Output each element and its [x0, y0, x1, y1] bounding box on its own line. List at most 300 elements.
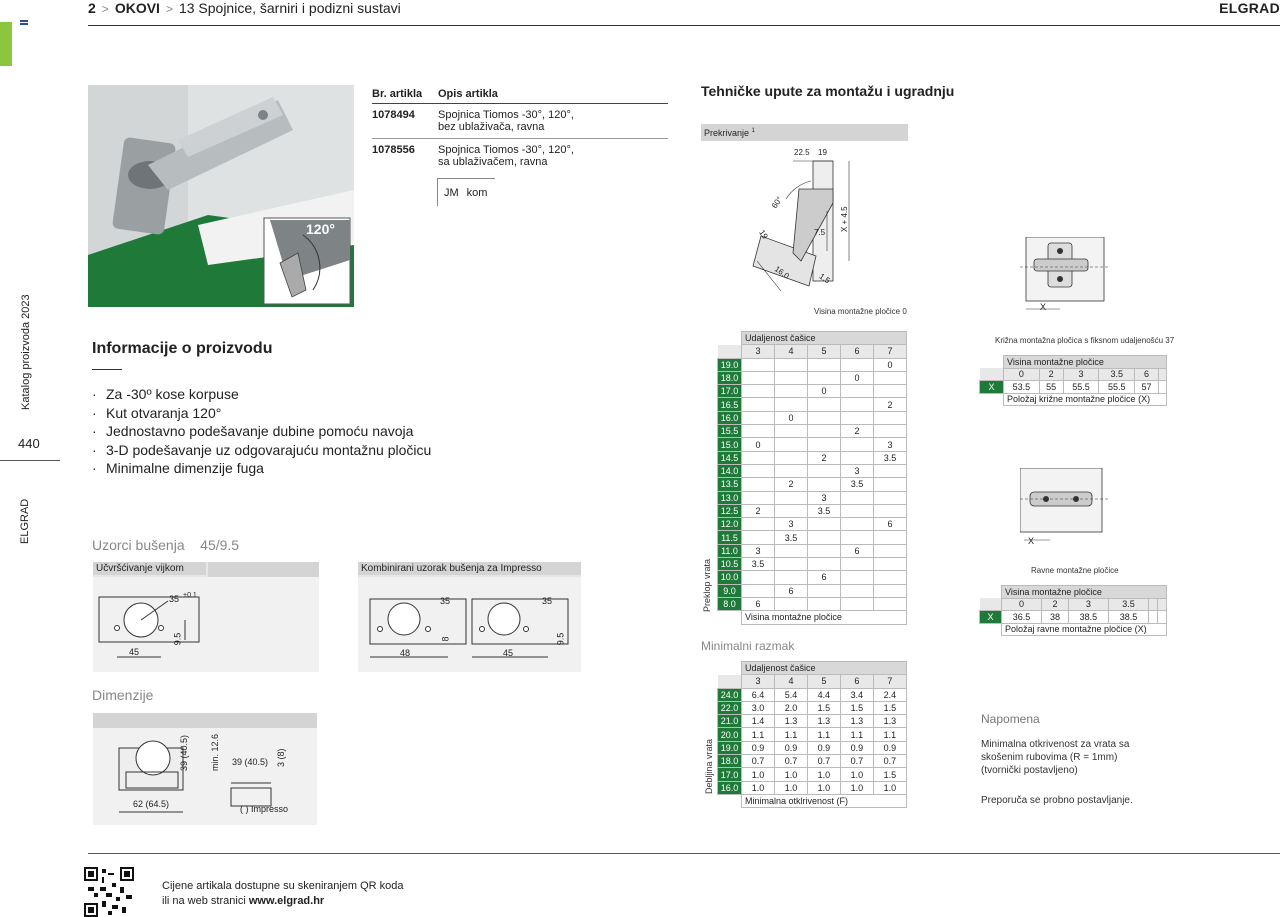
- table-corner: [718, 345, 742, 358]
- dim-x-plus: X + 4.5: [840, 206, 849, 232]
- table-cell: [742, 518, 775, 531]
- unit-value: kom: [466, 187, 488, 199]
- dim-7-5: 7.5: [814, 228, 826, 237]
- table-cell: 6: [742, 597, 775, 610]
- row-key: 16.0: [718, 411, 742, 424]
- table-cell: 1.5: [807, 701, 840, 714]
- footer-line: ili na web stranici: [162, 895, 249, 907]
- col-header: 7: [873, 675, 906, 688]
- col-header: 7: [873, 345, 906, 358]
- overlap-diagram: [701, 124, 908, 322]
- note-recommendation: Preporuča se probno postavljanje.: [981, 795, 1133, 806]
- row-key: 21.0: [718, 715, 742, 728]
- divider: [0, 460, 60, 461]
- table-cell: 53.5: [1004, 381, 1040, 394]
- table-cell: [873, 385, 906, 398]
- overlap-label: Prekrivanje: [704, 128, 750, 138]
- page-number: 440: [18, 436, 40, 451]
- note-text: [981, 738, 1129, 777]
- table-corner: [718, 332, 742, 345]
- dim-35: 35: [542, 596, 553, 606]
- table-cell: [774, 491, 807, 504]
- row-key: 8.0: [718, 597, 742, 610]
- table-cell: [742, 358, 775, 371]
- row-key: X: [980, 611, 1002, 624]
- table-cell: [774, 504, 807, 517]
- table-row: [718, 571, 907, 584]
- table-cell: 0.7: [742, 755, 775, 768]
- dim-16: 16.0: [772, 264, 791, 281]
- dim-60deg: 60°: [769, 194, 785, 211]
- table-cell: [807, 464, 840, 477]
- table-corner: [718, 611, 742, 624]
- col-header: 4: [774, 345, 807, 358]
- table-cell: [742, 385, 775, 398]
- table-row: [718, 385, 907, 398]
- section-color-tab: [0, 22, 12, 66]
- dim-19-b: 19: [757, 228, 770, 241]
- table-cell: 3.5: [873, 451, 906, 464]
- table-cell: 1.1: [774, 728, 807, 741]
- table-cell: 1.1: [807, 728, 840, 741]
- footer-line: Cijene artikala dostupne su skeniranjem QR koda: [162, 880, 404, 892]
- table-cell: [807, 531, 840, 544]
- row-key: 11.5: [718, 531, 742, 544]
- table-cell: 0.9: [873, 741, 906, 754]
- table-cell: 1.4: [742, 715, 775, 728]
- col-header: 6: [840, 675, 873, 688]
- row-key: 17.0: [718, 385, 742, 398]
- table-corner: [718, 662, 742, 675]
- row-key: 19.0: [718, 741, 742, 754]
- dim-width: 62 (64.5): [133, 799, 170, 809]
- row-key: 18.0: [718, 371, 742, 384]
- table-cell: 3.5: [774, 531, 807, 544]
- table-row: [718, 358, 907, 371]
- row-key: 19.0: [718, 358, 742, 371]
- table-cell: [774, 571, 807, 584]
- table-cell: 3: [774, 518, 807, 531]
- panel-label: Učvršćivanje vijkom: [93, 562, 206, 575]
- table-cell: 3: [742, 544, 775, 557]
- menu-icon[interactable]: [20, 20, 28, 26]
- unit-label: JM: [444, 187, 459, 199]
- panel-label: [701, 124, 908, 141]
- divider: [92, 369, 122, 370]
- table-cell: 0.7: [807, 755, 840, 768]
- table-cell: [742, 464, 775, 477]
- table-cell: 1.0: [807, 768, 840, 781]
- row-key: 13.5: [718, 478, 742, 491]
- table-cell: 3: [873, 438, 906, 451]
- table-header: Visina montažne pločice: [1002, 586, 1167, 599]
- breadcrumb-chapter-number[interactable]: 2: [88, 0, 96, 16]
- x-label: X: [1028, 536, 1035, 546]
- table-row: [718, 701, 907, 714]
- drilling-panel-screw: [93, 562, 319, 672]
- table-row: [718, 411, 907, 424]
- drilling-panel-impresso: [358, 562, 581, 672]
- table-row: [718, 558, 907, 571]
- breadcrumb: [88, 0, 401, 16]
- drilling-title: [92, 537, 239, 553]
- table-row[interactable]: [372, 139, 668, 173]
- table-cell: [840, 584, 873, 597]
- panel-label: Kombinirani uzorak bušenja za Impresso: [358, 562, 581, 575]
- list-item: · Minimalne dimenzije fuga: [92, 459, 431, 478]
- table-cell: [840, 531, 873, 544]
- cross-plate-drawing: [1020, 237, 1110, 317]
- table-cell: [742, 491, 775, 504]
- table-cell: [807, 411, 840, 424]
- col-header: 6: [1135, 368, 1159, 381]
- table-cell: 1.0: [742, 781, 775, 794]
- table-row[interactable]: [372, 104, 668, 139]
- note-line: (tvornički postavljeno): [981, 765, 1078, 776]
- dimensions-title: Dimenzije: [92, 687, 154, 703]
- table-cell: 1.5: [873, 701, 906, 714]
- table-cell: [774, 398, 807, 411]
- table-cell: 0: [807, 385, 840, 398]
- catalog-label: Katalog proizvoda 2023: [20, 294, 32, 410]
- impresso-note: ( ) Impresso: [240, 804, 289, 814]
- table-header: Udaljenost čašice: [742, 662, 907, 675]
- row-key: 14.0: [718, 464, 742, 477]
- table-cell: [807, 358, 840, 371]
- list-item: · 3-D podešavanje uz odgovarajuću montažnu pločicu: [92, 441, 431, 460]
- plate-caption: Ravne montažne pločice: [1031, 566, 1119, 575]
- note-line: Minimalna otkrivenost za vrata sa: [981, 739, 1130, 750]
- table-cell: [840, 451, 873, 464]
- col-header: 0: [1002, 598, 1042, 611]
- table-cell: [774, 558, 807, 571]
- table-cell: [840, 411, 873, 424]
- table-cell: [840, 438, 873, 451]
- article-desc-line: sa ublaživačem, ravna: [438, 156, 548, 168]
- dim-min: min. 12.6: [210, 733, 220, 771]
- table-cell: [873, 571, 906, 584]
- row-key: 10.0: [718, 571, 742, 584]
- table-cell: [807, 478, 840, 491]
- plate-caption: Križna montažna pločica s fiksnom udaljenošću 37: [995, 336, 1175, 345]
- footer-text: [162, 879, 404, 909]
- table-cell: 1.1: [840, 728, 873, 741]
- table-cell: 36.5: [1002, 611, 1042, 624]
- table-cell: [807, 584, 840, 597]
- table-cell: 2: [840, 425, 873, 438]
- table-cell: 1.0: [774, 768, 807, 781]
- table-cell: 0: [774, 411, 807, 424]
- table-cell: 0.7: [774, 755, 807, 768]
- table-cell: 0: [742, 438, 775, 451]
- row-key: 16.0: [718, 781, 742, 794]
- table-cell: [742, 478, 775, 491]
- dim-19: 19: [818, 148, 827, 157]
- table-cell: 55: [1039, 381, 1063, 394]
- row-key: 22.0: [718, 701, 742, 714]
- article-table-header: [372, 88, 668, 104]
- table-cell: 0.7: [840, 755, 873, 768]
- breadcrumb-chapter[interactable]: OKOVI: [114, 0, 160, 16]
- table-cell: [840, 558, 873, 571]
- table-cell: 2.4: [873, 688, 906, 701]
- row-key: 16.5: [718, 398, 742, 411]
- table-cell: 1.5: [873, 768, 906, 781]
- table-cell: 6: [774, 584, 807, 597]
- opening-angle-label: 120°: [306, 221, 335, 237]
- article-code: 1078556: [372, 144, 415, 156]
- table-cell: [873, 464, 906, 477]
- table-row: [718, 451, 907, 464]
- table-cell: 0.7: [873, 755, 906, 768]
- chevron-right-icon: >: [101, 2, 109, 16]
- table-cell: [807, 425, 840, 438]
- dim-tolerance: +0.1: [183, 592, 197, 599]
- table-footer: Položaj križne montažne pločice (X): [1004, 393, 1167, 406]
- row-key: 20.0: [718, 728, 742, 741]
- note-line: skošenim rubovima (R = 1mm): [981, 752, 1118, 763]
- feature-list: [92, 385, 431, 478]
- table-cell: 0: [840, 371, 873, 384]
- dim-9-5: 9.5: [555, 632, 566, 646]
- article-desc-line: Spojnica Tiomos -30°, 120°,: [438, 109, 574, 121]
- col-header: 2: [1042, 598, 1069, 611]
- table-row: [718, 425, 907, 438]
- table-cell: [807, 558, 840, 571]
- article-desc-line: Spojnica Tiomos -30°, 120°,: [438, 144, 574, 156]
- table-cell: 0.9: [807, 741, 840, 754]
- table-row: [718, 755, 907, 768]
- table-cell: 6: [840, 544, 873, 557]
- table-cell: [873, 504, 906, 517]
- footer-divider: [88, 853, 1280, 854]
- table-cell: [742, 531, 775, 544]
- info-title: Informacije o proizvodu: [92, 340, 273, 357]
- col-header: 3: [742, 345, 775, 358]
- row-key: 10.5: [718, 558, 742, 571]
- row-key: X: [980, 381, 1004, 394]
- table-corner: [718, 675, 742, 688]
- col-header: 2: [1039, 368, 1063, 381]
- table-cell: [873, 531, 906, 544]
- table-row: [718, 584, 907, 597]
- dim-9-5: 9.5: [172, 632, 183, 646]
- dim-height: 39 (40.5): [179, 734, 189, 771]
- table-row: [718, 597, 907, 610]
- table-cell: 55.5: [1099, 381, 1135, 394]
- table-row: [718, 371, 907, 384]
- table-cell: [840, 398, 873, 411]
- table-row: [718, 531, 907, 544]
- rail-brand: ELGRAD: [19, 498, 31, 544]
- col-header: 3: [1068, 598, 1108, 611]
- table-header: Udaljenost čašice: [742, 332, 907, 345]
- col-header: 5: [807, 345, 840, 358]
- list-item: · Kut otvaranja 120°: [92, 404, 431, 423]
- product-photo: [88, 85, 354, 307]
- min-gap-table: [717, 661, 907, 808]
- table-footer: Minimalna otklrivenost (F): [742, 794, 907, 807]
- table-cell: 1.3: [840, 715, 873, 728]
- table-cell: [840, 358, 873, 371]
- col-header: 6: [840, 345, 873, 358]
- col-article-no: Br. artikla: [372, 88, 423, 100]
- breadcrumb-section[interactable]: 13 Spojnice, šarniri i podizni sustavi: [178, 0, 401, 16]
- table-cell: [873, 371, 906, 384]
- table-row: [718, 781, 907, 794]
- table-row: [718, 715, 907, 728]
- row-key: 15.5: [718, 425, 742, 438]
- dimensions-panel: [93, 713, 317, 825]
- table-cell: [774, 451, 807, 464]
- table-cell: [742, 398, 775, 411]
- table-cell: [774, 438, 807, 451]
- list-item: · Jednostavno podešavanje dubine pomoću navoja: [92, 422, 431, 441]
- row-key: 24.0: [718, 688, 742, 701]
- table-cell: [774, 385, 807, 398]
- cross-plate-table: [979, 355, 1167, 406]
- table-cell: 1.3: [873, 715, 906, 728]
- table-cell: 55.5: [1063, 381, 1099, 394]
- table-cell: 1.0: [873, 781, 906, 794]
- table-row: [718, 478, 907, 491]
- min-gap-title: Minimalni razmak: [701, 639, 795, 653]
- table-cell: [774, 544, 807, 557]
- dim-45: 45: [129, 647, 140, 657]
- page-header: [88, 0, 1280, 26]
- row-key: 14.5: [718, 451, 742, 464]
- row-key: 17.0: [718, 768, 742, 781]
- table-cell: 1.1: [873, 728, 906, 741]
- dim-depth: 3 (8): [276, 748, 286, 767]
- table-cell: [774, 371, 807, 384]
- table-cell: [873, 425, 906, 438]
- table-row: [718, 544, 907, 557]
- table-cell: 3.4: [840, 688, 873, 701]
- table-cell: 1.0: [807, 781, 840, 794]
- table-cell: 0: [873, 358, 906, 371]
- table-cell: [873, 597, 906, 610]
- table-footer: Visina montažne pločice: [742, 611, 907, 624]
- table-cell: [774, 425, 807, 438]
- table-cell: [840, 504, 873, 517]
- table-cell: 38.5: [1068, 611, 1108, 624]
- table-row: [718, 741, 907, 754]
- dim-48: 48: [400, 648, 411, 658]
- table-cell: [742, 451, 775, 464]
- article-table: [372, 88, 668, 173]
- table-corner: [718, 794, 742, 807]
- table-footer: Položaj ravne montažne pločice (X): [1002, 623, 1167, 636]
- table-cell: 3: [840, 464, 873, 477]
- table-cell: 6: [807, 571, 840, 584]
- row-key: 12.0: [718, 518, 742, 531]
- drilling-title-text: Uzorci bušenja: [92, 537, 185, 553]
- table-side-label: Preklop vrata: [702, 558, 712, 612]
- table-cell: [840, 518, 873, 531]
- brand-logo-text: ELGRAD: [1219, 0, 1280, 16]
- row-key: 13.0: [718, 491, 742, 504]
- table-cell: [873, 558, 906, 571]
- table-cell: [774, 597, 807, 610]
- table-cell: [840, 491, 873, 504]
- table-cell: 1.0: [774, 781, 807, 794]
- row-key: 18.0: [718, 755, 742, 768]
- website-link[interactable]: www.elgrad.hr: [248, 895, 325, 907]
- table-cell: 2: [807, 451, 840, 464]
- table-header: Visina montažne pločice: [1004, 356, 1167, 369]
- table-cell: [840, 571, 873, 584]
- row-key: 12.5: [718, 504, 742, 517]
- table-side-label: Debljina vrata: [704, 738, 714, 794]
- table-cell: 38.5: [1108, 611, 1148, 624]
- straight-plate-table: [979, 585, 1167, 636]
- article-code: 1078494: [372, 109, 415, 121]
- table-cell: [807, 398, 840, 411]
- table-cell: [742, 425, 775, 438]
- table-cell: 0.9: [774, 741, 807, 754]
- table-cell: [774, 358, 807, 371]
- table-cell: 3: [807, 491, 840, 504]
- chevron-right-icon: >: [165, 2, 173, 16]
- table-cell: 3.5: [742, 558, 775, 571]
- x-label: X: [1040, 302, 1047, 312]
- table-row: [718, 504, 907, 517]
- note-title: Napomena: [981, 712, 1040, 726]
- table-cell: [807, 518, 840, 531]
- table-cell: 3.5: [807, 504, 840, 517]
- table-cell: 5.4: [774, 688, 807, 701]
- table-cell: [807, 371, 840, 384]
- table-cell: 4.4: [807, 688, 840, 701]
- dim-35: 35: [169, 594, 180, 604]
- row-key: 11.0: [718, 544, 742, 557]
- table-cell: 3.5: [840, 478, 873, 491]
- table-row: [718, 398, 907, 411]
- table-cell: 38: [1042, 611, 1069, 624]
- overlap-footnote: 1: [751, 128, 755, 134]
- col-header: 3.5: [1099, 368, 1135, 381]
- table-cell: [807, 544, 840, 557]
- table-row: [718, 688, 907, 701]
- overlap-table: [717, 331, 907, 625]
- dim-height-2: 39 (40.5): [232, 757, 269, 767]
- table-cell: 2: [742, 504, 775, 517]
- table-row: [718, 464, 907, 477]
- table-cell: 3.0: [742, 701, 775, 714]
- table-cell: [742, 571, 775, 584]
- dim-8: 8: [440, 636, 451, 642]
- dim-45: 45: [503, 648, 514, 658]
- table-cell: [873, 411, 906, 424]
- table-cell: 57: [1135, 381, 1159, 394]
- table-cell: 0.9: [840, 741, 873, 754]
- qr-code[interactable]: [84, 867, 134, 917]
- row-key: 15.0: [718, 438, 742, 451]
- tech-title: Tehničke upute za montažu i ugradnju: [701, 83, 955, 99]
- table-cell: [742, 411, 775, 424]
- col-header: 3.5: [1108, 598, 1148, 611]
- table-cell: [774, 464, 807, 477]
- list-item: · Za -30º kose korpuse: [92, 385, 431, 404]
- table-cell: 1.0: [840, 781, 873, 794]
- dim-35: 35: [440, 596, 451, 606]
- diagram-caption: Visina montažne pločice 0: [814, 307, 907, 316]
- col-header: 5: [807, 675, 840, 688]
- drilling-pattern: 45/9.5: [200, 537, 240, 553]
- table-cell: [873, 491, 906, 504]
- table-cell: [807, 438, 840, 451]
